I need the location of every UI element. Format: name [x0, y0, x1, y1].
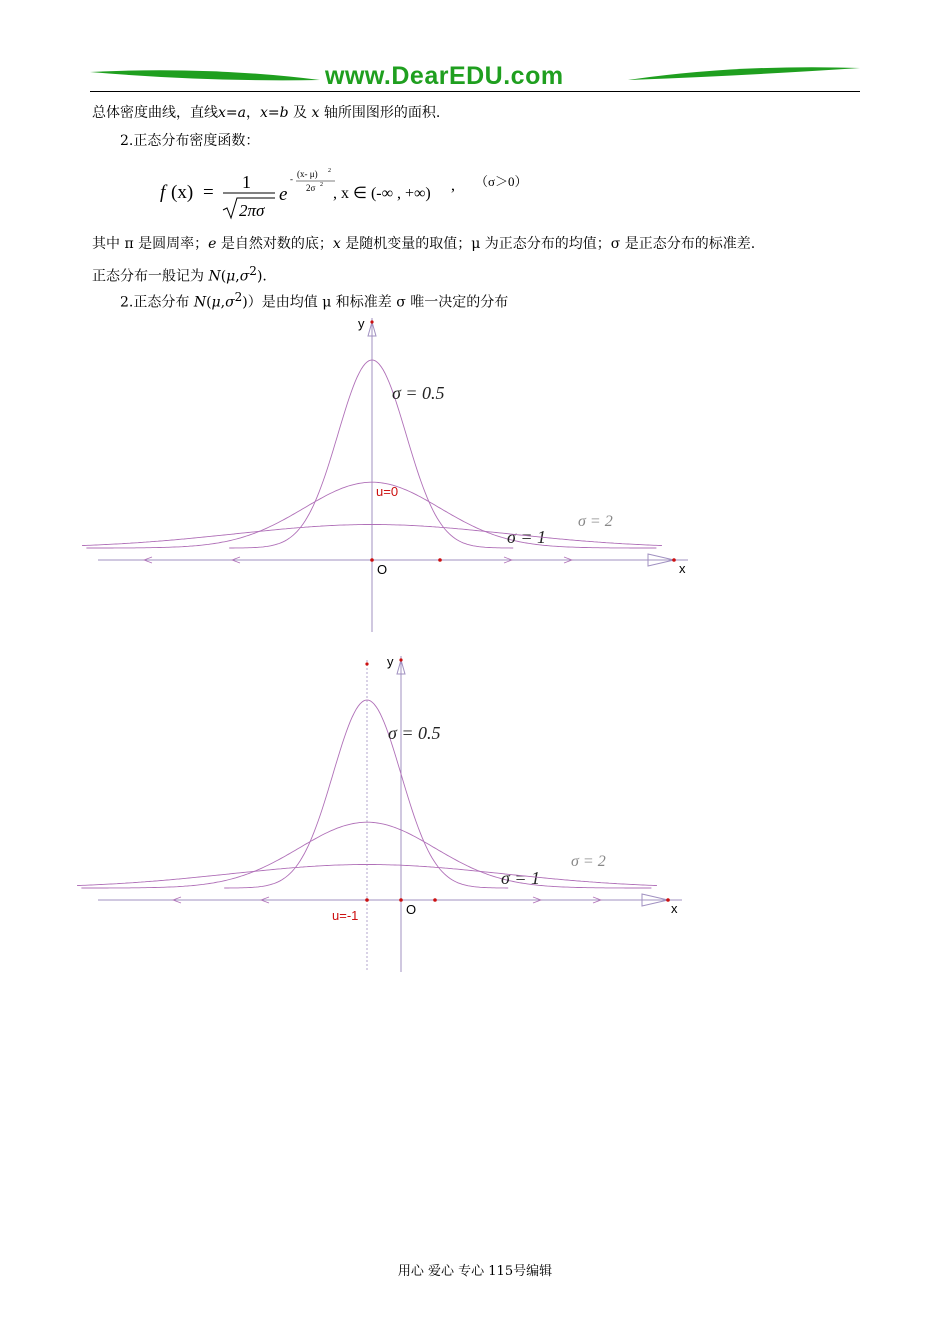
curve-sigma-2 [77, 865, 657, 886]
mean-label: u=0 [376, 484, 399, 499]
page-footer: 用心 爱心 专心 115号编辑 [397, 1264, 553, 1279]
x-axis-label: x [679, 561, 686, 576]
formula-paren-x: (x) [171, 182, 194, 203]
svg-text:2: 2 [328, 168, 331, 174]
x-axis-end-point [666, 898, 670, 902]
mean-point [365, 898, 369, 902]
unit-point [438, 558, 442, 562]
y-axis-label: y [358, 316, 365, 331]
origin-label: O [377, 562, 388, 577]
formula-sqrt-body: 2πσ [239, 201, 265, 220]
formula-e: e [279, 184, 288, 205]
y-axis-label: y [387, 654, 394, 669]
formula-f: f [160, 182, 166, 203]
series-label: σ = 2 [578, 513, 613, 530]
x-axis-label: x [671, 901, 678, 916]
series-label: σ = 0.5 [392, 383, 445, 403]
origin-point [399, 898, 403, 902]
text-line-2: 2.正态分布密度函数： [120, 133, 260, 149]
text-line-1: 总体密度曲线，直线x=a，x=b 及 x 轴所围图形的面积. [92, 105, 441, 121]
text-line-3: 其中 π 是圆周率；e 是自然对数的底；x 是随机变量的取值；μ 为正态分布的均值；σ 是正态分布的标准差. [92, 236, 756, 252]
formula-exp-den: 2σ [306, 183, 316, 193]
y-axis-end-point [370, 320, 373, 323]
formula-one: 1 [242, 172, 251, 192]
svg-text:,: , [451, 177, 455, 194]
curve-sigma-1 [81, 822, 651, 888]
formula-equals: = [203, 182, 214, 203]
mean-line-top-point [365, 662, 368, 665]
svg-text:2: 2 [320, 182, 323, 188]
series-label: σ = 2 [571, 853, 606, 870]
mean-point [370, 558, 374, 562]
curve-sigma-0-5 [229, 360, 513, 548]
curve-sigma-1 [86, 482, 656, 548]
x-axis-end-point [672, 558, 676, 562]
formula-domain: , x ∈ (-∞ , +∞) [333, 185, 431, 202]
series-label: σ = 1 [507, 527, 547, 547]
y-axis-end-point [399, 658, 402, 661]
site-name: www.DearEDU.com [325, 62, 564, 90]
formula-exp-num: (x- μ) [297, 169, 318, 179]
text-line-4: 正态分布一般记为 $N(\mu,\sigma^2)$. [92, 264, 267, 285]
series-label: σ = 1 [501, 868, 541, 888]
series-label: σ = 0.5 [388, 723, 441, 743]
curve-sigma-0-5 [224, 700, 508, 888]
text-line-5: 2.正态分布 $N(\mu,\sigma^2)$）是由均值 μ 和标准差 σ 唯一决定的分布 [120, 290, 509, 311]
svg-text:-: - [290, 174, 293, 184]
formula-condition: （σ＞0） [475, 174, 528, 189]
unit-point [433, 898, 437, 902]
origin-label: O [406, 902, 417, 917]
mean-label: u=-1 [332, 908, 359, 923]
